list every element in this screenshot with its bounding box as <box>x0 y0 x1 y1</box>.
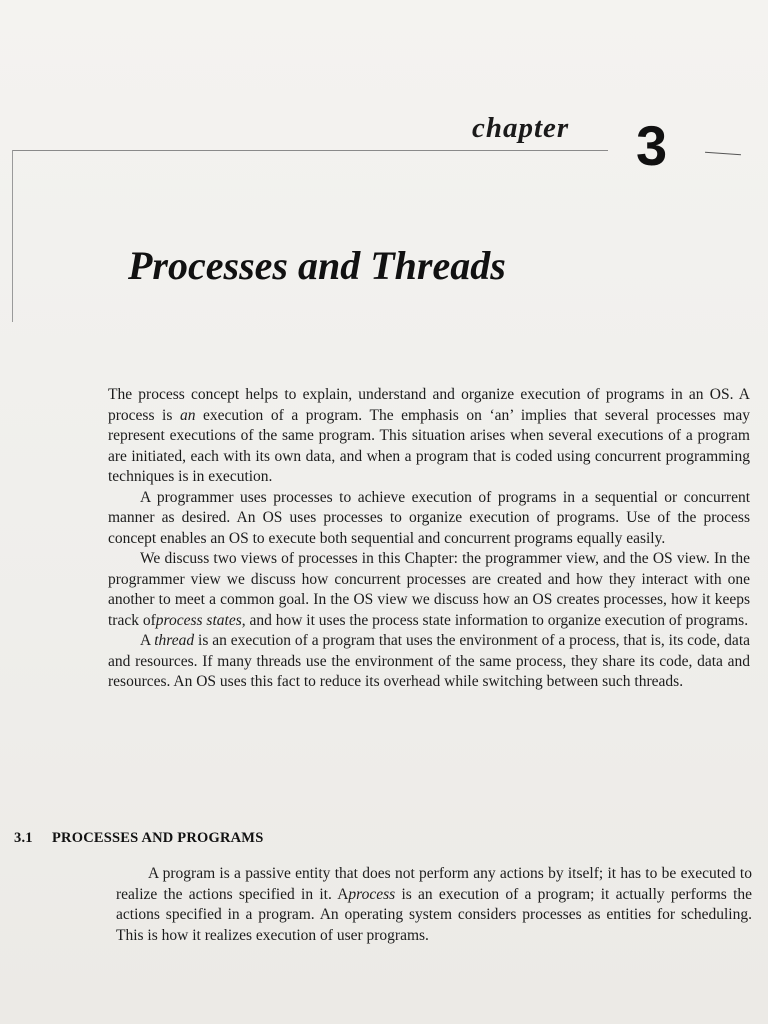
header-rule-dash <box>705 152 741 156</box>
intro-p1-emphasis: an <box>179 406 196 424</box>
intro-paragraph-4 <box>108 631 750 693</box>
intro-p1-text-a: The process concept helps to explain, understand and organize execution of programs in an OS. A process is <box>108 386 750 424</box>
intro-text <box>108 385 750 693</box>
intro-p1-text-b: execution of a program. The emphasis on ‘an’ implies that several processes may represent executions of the same program. This situation arises when several executions of a program are initiated, each with its own data, and when a program that is coded using concurrent programming techniques is in execution. <box>108 406 750 485</box>
intro-p3-emphasis: process states <box>155 611 242 629</box>
header-rule-horizontal <box>12 150 608 151</box>
intro-paragraph-2: A programmer uses processes to achieve execution of programs in a sequential or concurrent manner as desired. An OS uses processes to organize execution of programs. Use of the process concept enables an OS to execute both sequential and concurrent programs equally easily. <box>108 488 750 547</box>
chapter-number: 3 <box>636 114 668 177</box>
section-heading <box>14 830 263 847</box>
section-title: PROCESSES AND PROGRAMS <box>52 830 264 846</box>
section-text <box>116 864 752 946</box>
section-paragraph-1 <box>116 864 752 946</box>
header-rule-vertical <box>12 150 13 322</box>
section-p1-emphasis: process <box>348 885 396 903</box>
intro-p4-text-b: is an execution of a program that uses the environment of a process, that is, its code, data and resources. If many threads use the environment of the same process, they share its code, data and resources. An OS uses this fact to reduce its overhead while switching between such threads. <box>108 632 751 690</box>
intro-p4-text-a: A <box>140 632 155 649</box>
intro-paragraph-3 <box>108 549 750 631</box>
intro-p3-text-a: We discuss two views of processes in this Chapter: the programmer view, and the OS view. In the programmer view we discuss how concurrent processes are created and how they interact with one another to meet a common goal. In the OS view we discuss how an OS creates processes, how it keeps track of <box>108 550 750 629</box>
intro-p3-text-b: , and how it uses the process state information to organize execution of programs. <box>241 611 749 629</box>
section-p1-text-a: A program is a passive entity that does not perform any actions by itself; it has to be executed to realize the actions specified in it. A <box>116 865 752 903</box>
intro-paragraph-1 <box>108 385 750 488</box>
chapter-label: chapter <box>472 112 570 144</box>
intro-p4-emphasis: thread <box>154 632 195 649</box>
chapter-title: Processes and Threads <box>128 243 506 288</box>
section-p1-text-b: is an execution of a program; it actually performs the actions specified in a program. An operating system considers processes as entities for scheduling. This is how it realizes execution of user programs. <box>116 885 753 944</box>
section-number: 3.1 <box>14 830 33 846</box>
